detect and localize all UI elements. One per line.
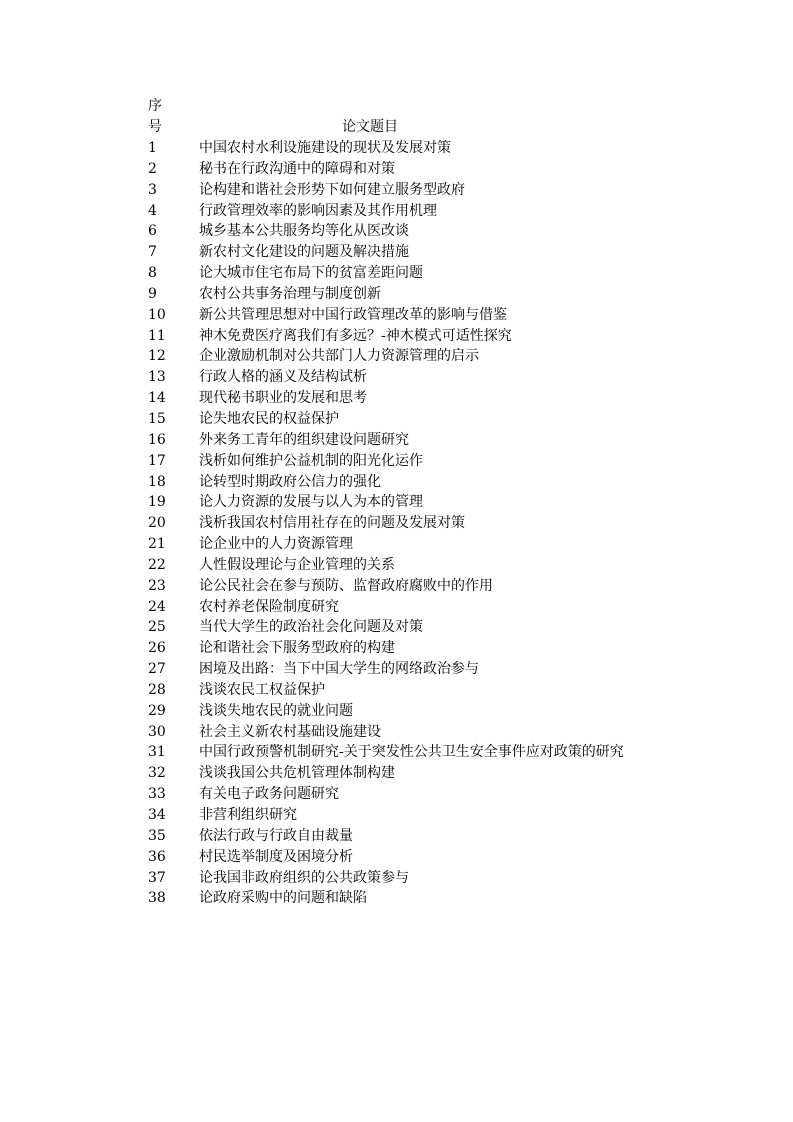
table-row [0,472,793,493]
table-row [0,346,793,367]
table-row [0,805,793,826]
table-row [0,555,793,576]
row-title: 中国行政预警机制研究-关于突发性公共卫生安全事件应对政策的研究 [199,744,624,761]
row-title: 当代大学生的政治社会化问题及对策 [199,619,423,636]
row-title: 论和谐社会下服务型政府的构建 [199,640,395,657]
row-title: 农村养老保险制度研究 [199,598,339,615]
row-number: 30 [148,723,166,740]
row-number: 28 [148,681,166,698]
row-number: 21 [148,536,166,553]
table-row [0,722,793,743]
row-number: 37 [148,869,166,886]
row-title: 浅谈我国公共危机管理体制构建 [199,765,395,782]
table-row [0,263,793,284]
row-title: 浅谈失地农民的就业问题 [199,702,353,719]
row-title: 困境及出路：当下中国大学生的网络政治参与 [199,661,479,678]
table-row [0,305,793,326]
row-number: 31 [148,744,166,761]
table-row [0,138,793,159]
table-row [0,221,793,242]
row-number: 4 [148,202,157,219]
row-title: 行政管理效率的影响因素及其作用机理 [199,202,437,219]
table-row [0,847,793,868]
row-title: 论企业中的人力资源管理 [199,536,353,553]
table-row [0,409,793,430]
row-title: 论政府采购中的问题和缺陷 [199,890,367,907]
row-number: 7 [148,244,157,261]
row-title: 论公民社会在参与预防、监督政府腐败中的作用 [199,577,493,594]
row-number: 26 [148,640,166,657]
row-number: 3 [148,181,157,198]
row-title: 中国农村水利设施建设的现状及发展对策 [199,140,451,156]
table-row [0,659,793,680]
table-row [0,617,793,638]
table-row [0,742,793,763]
row-title: 企业激励机制对公共部门人力资源管理的启示 [199,348,479,365]
row-number: 1 [148,140,157,156]
table-row [0,597,793,618]
table-row [0,826,793,847]
row-number: 29 [148,702,166,719]
row-title: 有关电子政务问题研究 [199,786,339,803]
row-number: 24 [148,598,166,615]
row-number: 22 [148,556,166,573]
table-row [0,159,793,180]
row-number: 27 [148,661,166,678]
row-number: 8 [148,265,157,282]
row-number: 14 [148,390,166,407]
row-number: 10 [148,306,166,323]
row-title: 论失地农民的权益保护 [199,410,339,427]
row-number: 33 [148,786,166,803]
table-row [0,242,793,263]
row-title: 依法行政与行政自由裁量 [199,827,353,844]
row-number: 19 [148,494,166,511]
row-title: 现代秘书职业的发展和思考 [199,390,367,407]
column-header-number: 序号 [148,98,162,135]
table-row [0,492,793,513]
row-number: 23 [148,577,166,594]
table-row [0,638,793,659]
table-row [0,367,793,388]
table-row [0,430,793,451]
row-title: 论大城市住宅布局下的贫富差距问题 [199,265,423,282]
row-number: 34 [148,807,166,823]
row-number: 2 [148,160,157,177]
table-row [0,513,793,534]
row-number: 18 [148,473,166,490]
row-number: 15 [148,410,166,427]
row-number: 6 [148,223,157,240]
row-number: 38 [148,890,166,907]
table-row [0,388,793,409]
row-title: 外来务工青年的组织建设问题研究 [199,431,409,448]
row-number: 32 [148,765,166,782]
row-title: 城乡基本公共服务均等化从医改谈 [199,223,409,240]
row-title: 论我国非政府组织的公共政策参与 [199,869,409,886]
row-number: 35 [148,827,166,844]
table-row [0,763,793,784]
thesis-topic-list [0,138,793,909]
row-title: 论转型时期政府公信力的强化 [199,473,381,490]
row-title: 浅谈农民工权益保护 [199,681,325,698]
row-title: 农村公共事务治理与制度创新 [199,285,381,302]
row-title: 行政人格的涵义及结构试析 [199,369,367,386]
row-title: 社会主义新农村基础设施建设 [199,723,381,740]
table-row [0,888,793,909]
row-number: 17 [148,452,166,469]
row-number: 20 [148,515,166,532]
row-number: 25 [148,619,166,636]
row-title: 人性假设理论与企业管理的关系 [199,556,395,573]
row-title: 浅析如何维护公益机制的阳光化运作 [199,452,423,469]
row-title: 村民选举制度及困境分析 [199,848,353,865]
table-row [0,868,793,889]
row-title: 论构建和谐社会形势下如何建立服务型政府 [199,181,465,198]
row-number: 36 [148,848,166,865]
row-number: 11 [148,327,166,344]
row-number: 9 [148,285,157,302]
row-number: 12 [148,348,166,365]
table-row [0,680,793,701]
table-row [0,201,793,222]
table-row [0,326,793,347]
table-row [0,534,793,555]
row-title: 新农村文化建设的问题及解决措施 [199,244,409,261]
row-title: 秘书在行政沟通中的障碍和对策 [199,160,395,177]
row-title: 浅析我国农村信用社存在的问题及发展对策 [199,515,465,532]
table-row [0,784,793,805]
row-title: 论人力资源的发展与以人为本的管理 [199,494,423,511]
row-number: 16 [148,431,166,448]
row-title: 神木免费医疗离我们有多远？-神木模式可适性探究 [199,327,512,344]
table-row [0,284,793,305]
row-number: 13 [148,369,166,386]
table-row [0,451,793,472]
table-row [0,701,793,722]
row-title: 非营利组织研究 [199,807,297,823]
table-row [0,180,793,201]
row-title: 新公共管理思想对中国行政管理改革的影响与借鉴 [199,306,507,323]
column-header-title: 论文题目 [342,119,398,135]
table-row [0,576,793,597]
